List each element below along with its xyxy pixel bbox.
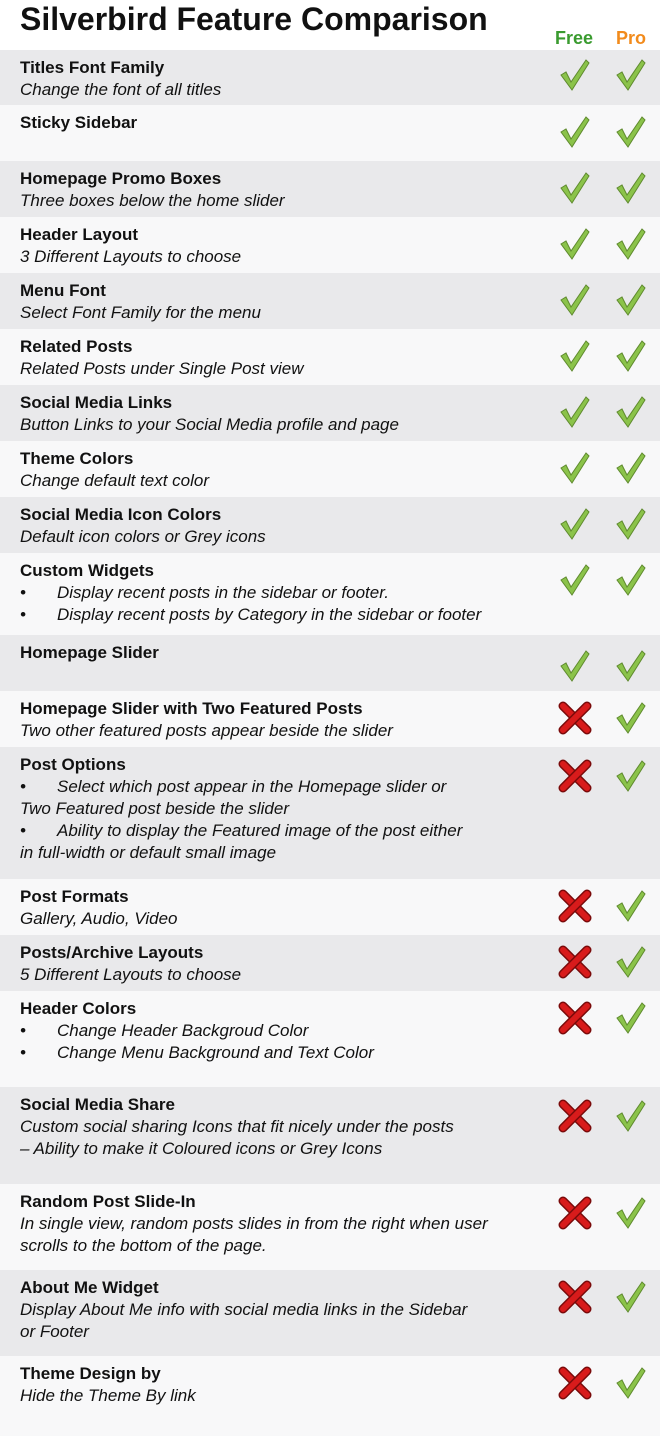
check-icon-free bbox=[558, 563, 592, 597]
feature-row bbox=[0, 161, 660, 217]
cross-icon-free bbox=[558, 1280, 592, 1314]
cross-icon-free bbox=[558, 945, 592, 979]
check-icon-pro bbox=[614, 171, 648, 205]
check-icon-free bbox=[558, 227, 592, 261]
feature-name: Social Media Icon Colors bbox=[20, 505, 222, 524]
feature-name: Header Layout bbox=[20, 225, 139, 244]
cross-icon-free bbox=[558, 1099, 592, 1133]
check-icon-pro bbox=[614, 507, 648, 541]
feature-row bbox=[0, 1184, 660, 1270]
page-title: Silverbird Feature Comparison bbox=[20, 1, 488, 37]
feature-row bbox=[0, 50, 660, 105]
cross-icon-free bbox=[558, 889, 592, 923]
feature-row bbox=[0, 273, 660, 329]
check-icon-free bbox=[558, 649, 592, 683]
feature-name: Theme Colors bbox=[20, 449, 134, 468]
feature-row bbox=[0, 635, 660, 691]
feature-name: Sticky Sidebar bbox=[20, 113, 138, 132]
check-icon-pro bbox=[614, 1196, 648, 1230]
bullet-text: Ability to display the Featured image of the post either bbox=[57, 821, 463, 840]
column-header-free: Free bbox=[555, 28, 594, 48]
feature-name: Social Media Share bbox=[20, 1095, 175, 1114]
feature-name: Posts/Archive Layouts bbox=[20, 943, 204, 962]
feature-row bbox=[0, 553, 660, 635]
feature-name: Social Media Links bbox=[20, 393, 173, 412]
check-icon-pro bbox=[614, 563, 648, 597]
feature-description: Change the font of all titles bbox=[20, 80, 222, 99]
feature-row bbox=[0, 1356, 660, 1436]
feature-row bbox=[0, 1087, 660, 1184]
feature-rows bbox=[0, 50, 660, 1436]
feature-name: Post Formats bbox=[20, 887, 129, 906]
bullet-icon: • bbox=[20, 1021, 26, 1040]
check-icon-free bbox=[558, 339, 592, 373]
feature-description: – Ability to make it Coloured icons or Grey Icons bbox=[20, 1139, 383, 1158]
cross-icon-free bbox=[558, 1001, 592, 1035]
feature-row bbox=[0, 105, 660, 161]
feature-description: Custom social sharing Icons that fit nicely under the posts bbox=[20, 1117, 454, 1136]
feature-description: or Footer bbox=[20, 1322, 89, 1341]
bullet-text: Change Menu Background and Text Color bbox=[57, 1043, 374, 1062]
cross-icon-free bbox=[558, 1366, 592, 1400]
feature-description: Two Featured post beside the slider bbox=[20, 799, 289, 818]
feature-name: Menu Font bbox=[20, 281, 106, 300]
check-icon-free bbox=[558, 507, 592, 541]
feature-description bbox=[20, 604, 520, 626]
column-header-pro: Pro bbox=[616, 28, 647, 48]
feature-description: Default icon colors or Grey icons bbox=[20, 527, 266, 546]
feature-row bbox=[0, 329, 660, 385]
feature-description: Hide the Theme By link bbox=[20, 1386, 196, 1405]
feature-name: Custom Widgets bbox=[20, 561, 154, 580]
check-icon-pro bbox=[614, 395, 648, 429]
check-icon-free bbox=[558, 171, 592, 205]
feature-name: Related Posts bbox=[20, 337, 133, 356]
feature-description bbox=[20, 582, 520, 604]
check-icon-free bbox=[558, 283, 592, 317]
feature-description: Two other featured posts appear beside the slider bbox=[20, 721, 393, 740]
bullet-icon: • bbox=[20, 1043, 26, 1062]
check-icon-pro bbox=[614, 58, 648, 92]
check-icon-pro bbox=[614, 1366, 648, 1400]
check-icon-pro bbox=[614, 1099, 648, 1133]
bullet-icon: • bbox=[20, 821, 26, 840]
check-icon-pro bbox=[614, 227, 648, 261]
feature-name: Theme Design by bbox=[20, 1364, 161, 1383]
check-icon-pro bbox=[614, 451, 648, 485]
feature-name: Homepage Promo Boxes bbox=[20, 169, 222, 188]
feature-description: 5 Different Layouts to choose bbox=[20, 965, 242, 984]
check-icon-pro bbox=[614, 701, 648, 735]
feature-row bbox=[0, 991, 660, 1087]
bullet-text: Change Header Backgroud Color bbox=[57, 1021, 309, 1040]
bullet-text: Display recent posts by Category in the sidebar or footer bbox=[57, 605, 482, 624]
cross-icon-free bbox=[558, 759, 592, 793]
check-icon-pro bbox=[614, 339, 648, 373]
bullet-text: Display recent posts in the sidebar or footer. bbox=[57, 583, 389, 602]
feature-description: 3 Different Layouts to choose bbox=[20, 247, 242, 266]
feature-name: Header Colors bbox=[20, 999, 137, 1018]
feature-description: scrolls to the bottom of the page. bbox=[20, 1236, 267, 1255]
feature-description: Three boxes below the home slider bbox=[20, 191, 285, 210]
check-icon-pro bbox=[614, 759, 648, 793]
check-icon-pro bbox=[614, 649, 648, 683]
check-icon-pro bbox=[614, 1001, 648, 1035]
feature-row bbox=[0, 935, 660, 991]
feature-name: Titles Font Family bbox=[20, 58, 165, 77]
feature-description: Related Posts under Single Post view bbox=[20, 359, 304, 378]
feature-name: Homepage Slider bbox=[20, 643, 159, 662]
feature-description: Button Links to your Social Media profile and page bbox=[20, 415, 399, 434]
check-icon-pro bbox=[614, 283, 648, 317]
check-icon-pro bbox=[614, 889, 648, 923]
bullet-icon: • bbox=[20, 605, 26, 624]
feature-description: Display About Me info with social media links in the Sidebar bbox=[20, 1300, 468, 1319]
feature-description bbox=[20, 776, 520, 798]
feature-row bbox=[0, 497, 660, 553]
feature-row bbox=[0, 1270, 660, 1356]
feature-row bbox=[0, 747, 660, 879]
check-icon-pro bbox=[614, 945, 648, 979]
feature-description: in full-width or default small image bbox=[20, 843, 277, 862]
check-icon-pro bbox=[614, 1280, 648, 1314]
cross-icon-free bbox=[558, 701, 592, 735]
feature-row bbox=[0, 441, 660, 497]
check-icon-free bbox=[558, 451, 592, 485]
feature-description: Change default text color bbox=[20, 471, 210, 490]
feature-description: Gallery, Audio, Video bbox=[20, 909, 178, 928]
bullet-icon: • bbox=[20, 583, 26, 602]
feature-description bbox=[20, 820, 520, 842]
bullet-icon: • bbox=[20, 777, 26, 796]
feature-name: Post Options bbox=[20, 755, 126, 774]
feature-row bbox=[0, 385, 660, 441]
feature-description bbox=[20, 1042, 520, 1064]
check-icon-free bbox=[558, 58, 592, 92]
feature-description bbox=[20, 1020, 520, 1042]
feature-row bbox=[0, 691, 660, 747]
feature-name: Homepage Slider with Two Featured Posts bbox=[20, 699, 363, 718]
feature-name: Random Post Slide-In bbox=[20, 1192, 196, 1211]
feature-description: Select Font Family for the menu bbox=[20, 303, 261, 322]
feature-row bbox=[0, 879, 660, 935]
feature-row bbox=[0, 217, 660, 273]
check-icon-pro bbox=[614, 115, 648, 149]
feature-description: In single view, random posts slides in from the right when user bbox=[20, 1214, 488, 1233]
check-icon-free bbox=[558, 395, 592, 429]
feature-name: About Me Widget bbox=[20, 1278, 159, 1297]
bullet-text: Select which post appear in the Homepage slider or bbox=[57, 777, 447, 796]
cross-icon-free bbox=[558, 1196, 592, 1230]
check-icon-free bbox=[558, 115, 592, 149]
